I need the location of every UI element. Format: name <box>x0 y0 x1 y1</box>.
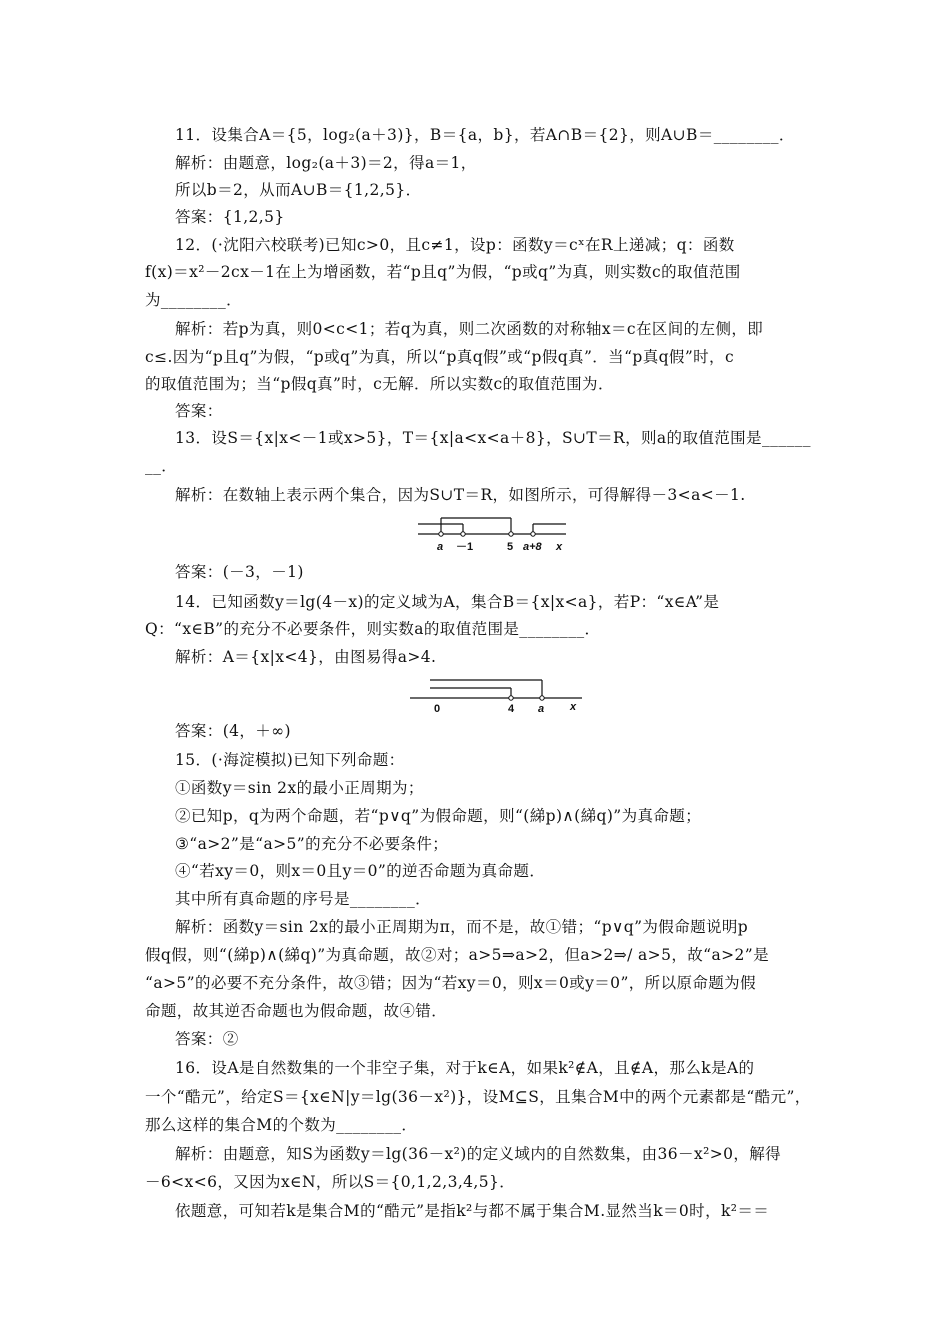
q11-analysis-cont: 所以b＝2，从而A∪B＝{1,2,5}． <box>175 181 422 199</box>
q15-analysis-cont-2: “a>5”的必要不充分条件，故③错；因为“若xy＝0，则x＝0或y＝0”，所以原命题为假 <box>145 974 756 992</box>
q15-item-1: ①函数y＝sin 2x的最小正周期为； <box>175 779 424 797</box>
q16-analysis-para2: 依题意，可知若k是集合M的“酷元”是指k²与都不属于集合M.显然当k＝0时，k²＝＝ <box>175 1202 770 1220</box>
q15-item-4: ④“若xy＝0，则x＝0且y＝0”的逆否命题为真命题． <box>175 862 546 880</box>
q15-stem: 15．(·海淀模拟)已知下列命题： <box>175 751 405 769</box>
q13-stem: 13．设S＝{x|x<－1或x>5}，T＝{x|a<x<a＋8}，S∪T＝R，则a的取值范围是______ <box>175 429 811 447</box>
fig2-label-0: 0 <box>434 703 441 714</box>
q15-analysis-cont-1: 假q假，则“(綈p)∧(綈q)”为真命题，故②对；a>5⇒a>2，但a>2⇒/ a>5，故“a>2”是 <box>145 946 769 964</box>
q15-question: 其中所有真命题的序号是________． <box>175 890 432 908</box>
q16-stem: 16．设A是自然数集的一个非空子集，对于k∈A，如果k²∉A，且∉A，那么k是A的 <box>175 1059 755 1077</box>
number-line-figure-1 <box>416 512 568 554</box>
q12-analysis-end: 的取值范围为；当“p假q真”时，c无解．所以实数c的取值范围为． <box>145 375 614 393</box>
fig2-label-4: 4 <box>508 703 515 714</box>
fig1-label-minus1: －1 <box>456 541 474 553</box>
q11-answer: 答案：{1,2,5} <box>175 208 285 226</box>
q11-stem: 11．设集合A＝{5，log₂(a＋3)}，B＝{a，b}，若A∩B＝{2}，则A∪B＝________． <box>175 126 795 144</box>
q12-stem: 12．(·沈阳六校联考)已知c>0，且c≠1，设p：函数y＝cˣ在R上递减；q：函数 <box>175 236 735 254</box>
q16-stem-cont: 一个“酷元”，给定S＝{x∈N|y＝lg(36－x²)}，设M⊆S，且集合M中的两个元素都是“酷元”， <box>145 1088 811 1106</box>
fig1-label-a: a <box>437 541 444 553</box>
q15-answer: 答案：② <box>175 1030 239 1048</box>
q12-stem-end: 为________． <box>145 291 243 309</box>
q14-analysis: 解析：A＝{x|x<4}，由图易得a>4. <box>175 648 437 666</box>
fig1-label-5: 5 <box>507 541 514 553</box>
q12-stem-cont: f(x)＝x²－2cx－1在上为增函数，若“p且q”为假，“p或q”为真，则实数c的取值范围 <box>145 263 741 281</box>
number-line-figure-2 <box>408 670 584 714</box>
fig2-label-a: a <box>538 703 545 714</box>
q12-answer: 答案： <box>175 402 223 420</box>
fig1-axis-x: x <box>556 541 563 553</box>
q15-item-2: ②已知p，q为两个命题，若“p∨q”为假命题，则“(綈p)∧(綈q)”为真命题； <box>175 807 702 825</box>
q11-analysis: 解析：由题意，log₂(a＋3)＝2，得a＝1， <box>175 154 477 172</box>
q15-item-3: ③“a>2”是“a>5”的充分不必要条件； <box>175 835 449 853</box>
q13-analysis: 解析：在数轴上表示两个集合，因为S∪T＝R，如图所示，可得解得－3<a<－1. <box>175 486 746 504</box>
q16-stem-end: 那么这样的集合M的个数为________． <box>145 1116 418 1134</box>
q14-stem: 14．已知函数y＝lg(4－x)的定义域为A，集合B＝{x|x<a}，若P：“x∈A”是 <box>175 593 720 611</box>
q13-stem-cont: __． <box>145 457 178 475</box>
fig2-axis-x: x <box>570 701 577 713</box>
q14-answer: 答案：(4，＋∞) <box>175 722 291 740</box>
q15-analysis-cont-3: 命题，故其逆否命题也为假命题，故④错． <box>145 1002 448 1020</box>
q16-analysis: 解析：由题意，知S为函数y＝lg(36－x²)的定义域内的自然数集，由36－x²>0，解得 <box>175 1145 782 1163</box>
q15-analysis: 解析：函数y＝sin 2x的最小正周期为π，而不是，故①错；“p∨q”为假命题说明p <box>175 918 749 936</box>
fig1-label-a-plus-8: a+8 <box>523 541 542 553</box>
q16-analysis-cont: －6<x<6，又因为x∈N，所以S＝{0,1,2,3,4,5}． <box>145 1173 516 1191</box>
q12-analysis: 解析：若p为真，则0<c<1；若q为真，则二次函数的对称轴x＝c在区间的左侧，即 <box>175 320 764 338</box>
q12-analysis-cont: c≤.因为“p且q”为假，“p或q”为真，所以“p真q假”或“p假q真”．当“p真q假”时，c <box>145 348 735 366</box>
q14-stem-cont: Q：“x∈B”的充分不必要条件，则实数a的取值范围是________． <box>145 620 601 638</box>
q13-answer: 答案：(－3，－1) <box>175 563 304 581</box>
